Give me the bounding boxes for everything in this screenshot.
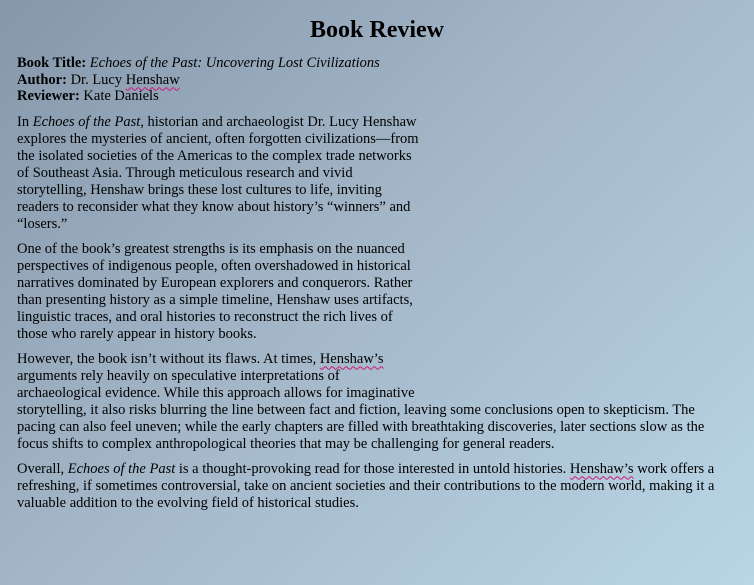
p3-line: arguments rely heavily on speculative interpretations of [17, 367, 340, 384]
p4-lead: Overall, [17, 460, 68, 477]
p4-line: is a thought-provoking read for those interested in untold histories. [175, 460, 570, 477]
p2-line: linguistic traces, and oral histories to reconstruct the rich lives of [17, 308, 393, 325]
paragraph-overall [17, 461, 737, 512]
p4-line: valuable addition to the evolving field of historical studies. [17, 494, 359, 511]
p4-henshaw: Henshaw’s [569, 460, 634, 477]
paragraph-intro [17, 114, 427, 233]
book-title-label: Book Title: [17, 55, 87, 71]
p1-line: , historian and archaeologist Dr. Lucy Henshaw [140, 113, 417, 130]
p3-line: pacing can also feel uneven; while the early chapters are filled with breathtaking discoveries, later sections slow as the [17, 418, 705, 435]
p2-line: narratives dominated by European explorers and conquerors. Rather [17, 274, 413, 291]
paragraph-flaws [17, 351, 737, 453]
reviewer-value: Kate Daniels [83, 88, 159, 104]
book-meta [17, 55, 737, 105]
p3-henshaw: Henshaw’s [319, 350, 384, 367]
p2-line: those who rarely appear in history books. [17, 325, 257, 342]
p1-line: storytelling, Henshaw brings these lost cultures to life, inviting [17, 181, 382, 198]
author-value-prefix: Dr. Lucy [70, 71, 126, 88]
author-surname: Henshaw [125, 71, 180, 88]
p1-book-title: Echoes of the Past [32, 113, 141, 130]
p3-line: storytelling, it also risks blurring the line between fact and fiction, leaving some conclusions open to skepticism. The [17, 401, 695, 418]
p1-line: of Southeast Asia. Through meticulous research and vivid [17, 164, 353, 181]
p2-line: One of the book’s greatest strengths is its emphasis on the nuanced [17, 240, 405, 257]
book-title-line [17, 55, 737, 72]
p1-line: “losers.” [17, 215, 68, 232]
reviewer-line [17, 88, 737, 105]
p1-line: explores the mysteries of ancient, often forgotten civilizations—from [17, 130, 419, 147]
p3-line: archaeological evidence. While this approach allows for imaginative [17, 384, 415, 401]
p1-lead: In [17, 113, 33, 130]
p2-line: than presenting history as a simple timeline, Henshaw uses artifacts, [17, 291, 413, 308]
p4-book-title: Echoes of the Past [67, 460, 176, 477]
paragraph-strengths [17, 241, 427, 343]
p4-line: work offers a [633, 460, 715, 477]
p4-line: refreshing, if sometimes controversial, take on ancient societies and their contributions to the modern world, making it a [17, 477, 715, 494]
author-label: Author: [17, 71, 67, 88]
author-line [17, 72, 737, 89]
p2-line: perspectives of indigenous people, often overshadowed in historical [17, 257, 411, 274]
reviewer-label: Reviewer: [17, 88, 80, 104]
p1-line: the isolated societies of the Americas to the complex trade networks [17, 147, 412, 164]
page-title: Book Review [310, 17, 444, 43]
book-title-value: Echoes of the Past: Uncovering Lost Civilizations [89, 55, 380, 71]
p3-line: However, the book isn’t without its flaws. At times, [17, 350, 320, 367]
p3-line: focus shifts to complex anthropological theories that may be challenging for general readers. [17, 435, 555, 452]
p1-line: readers to reconsider what they know about history’s “winners” and [17, 198, 411, 215]
